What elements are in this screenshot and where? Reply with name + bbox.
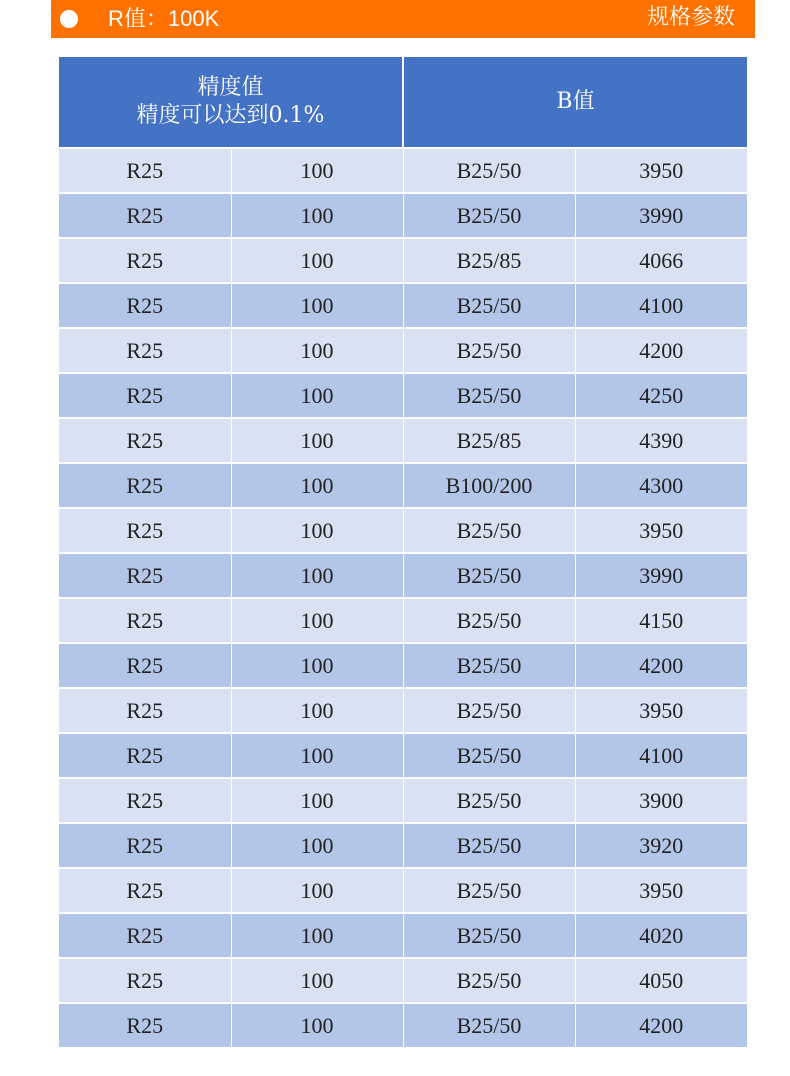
table-row — [59, 868, 747, 913]
table-row — [59, 238, 747, 283]
precision-value-cell: 100 — [231, 868, 403, 913]
b-type-cell: B25/50 — [403, 733, 575, 778]
b-value-cell: 4100 — [575, 283, 747, 328]
spec-banner — [51, 0, 755, 38]
precision-value-cell: 100 — [231, 913, 403, 958]
b-type-cell: B25/50 — [403, 148, 575, 193]
precision-header-line1: 精度值 — [197, 75, 264, 100]
b-type-cell: B25/50 — [403, 868, 575, 913]
r-label-cell: R25 — [59, 1003, 231, 1047]
r-label-cell: R25 — [59, 913, 231, 958]
table-row — [59, 913, 747, 958]
spec-table — [59, 57, 747, 1047]
precision-value-cell: 100 — [231, 733, 403, 778]
b-type-cell: B25/50 — [403, 328, 575, 373]
r-label-cell: R25 — [59, 508, 231, 553]
precision-header-line2: 精度可以达到0.1% — [136, 103, 325, 128]
r-label-cell: R25 — [59, 598, 231, 643]
table-header-row — [59, 57, 747, 148]
b-value-cell: 3990 — [575, 553, 747, 598]
r-label-cell: R25 — [59, 553, 231, 598]
b-value-cell: 4150 — [575, 598, 747, 643]
r-label-cell: R25 — [59, 148, 231, 193]
r-label-cell: R25 — [59, 688, 231, 733]
precision-value-cell: 100 — [231, 373, 403, 418]
b-value-cell: 3900 — [575, 778, 747, 823]
table-row — [59, 508, 747, 553]
spec-params-label: 规格参数 — [646, 5, 735, 30]
table-row — [59, 193, 747, 238]
precision-value-cell: 100 — [231, 553, 403, 598]
b-type-cell: B25/85 — [403, 238, 575, 283]
table-row — [59, 148, 747, 193]
b-type-cell: B25/50 — [403, 553, 575, 598]
precision-value-cell: 100 — [231, 238, 403, 283]
b-type-cell: B25/50 — [403, 643, 575, 688]
b-value-cell: 4390 — [575, 418, 747, 463]
b-type-cell: B25/50 — [403, 598, 575, 643]
precision-value-cell: 100 — [231, 508, 403, 553]
table-row — [59, 823, 747, 868]
table-row — [59, 418, 747, 463]
table-row — [59, 778, 747, 823]
b-type-cell: B25/50 — [403, 1003, 575, 1047]
table-row — [59, 373, 747, 418]
b-type-cell: B25/85 — [403, 418, 575, 463]
table-row — [59, 283, 747, 328]
bullet-dot-icon — [60, 10, 78, 28]
precision-header — [59, 57, 403, 148]
r-label-cell: R25 — [59, 643, 231, 688]
b-value-cell: 4200 — [575, 643, 747, 688]
b-value-cell: 3950 — [575, 868, 747, 913]
table-row — [59, 328, 747, 373]
r-label-cell: R25 — [59, 823, 231, 868]
b-type-cell: B25/50 — [403, 373, 575, 418]
precision-value-cell: 100 — [231, 328, 403, 373]
b-type-cell: B25/50 — [403, 688, 575, 733]
table-row — [59, 1003, 747, 1047]
b-value-cell: 4020 — [575, 913, 747, 958]
precision-value-cell: 100 — [231, 418, 403, 463]
precision-value-cell: 100 — [231, 643, 403, 688]
b-value-cell: 3950 — [575, 688, 747, 733]
precision-value-cell: 100 — [231, 193, 403, 238]
precision-value-cell: 100 — [231, 823, 403, 868]
b-type-cell: B25/50 — [403, 913, 575, 958]
precision-value-cell: 100 — [231, 148, 403, 193]
b-value-cell: 4100 — [575, 733, 747, 778]
precision-value-cell: 100 — [231, 463, 403, 508]
table-row — [59, 733, 747, 778]
b-value-cell: 4066 — [575, 238, 747, 283]
r-label-cell: R25 — [59, 373, 231, 418]
b-value-cell: 3950 — [575, 508, 747, 553]
b-type-cell: B25/50 — [403, 283, 575, 328]
table-row — [59, 643, 747, 688]
b-value-header: B值 — [403, 57, 747, 148]
table-row — [59, 958, 747, 1003]
r-label-cell: R25 — [59, 958, 231, 1003]
r-label-cell: R25 — [59, 283, 231, 328]
r-label-cell: R25 — [59, 418, 231, 463]
b-value-cell: 4200 — [575, 1003, 747, 1047]
table-row — [59, 553, 747, 598]
b-value-cell: 4250 — [575, 373, 747, 418]
precision-value-cell: 100 — [231, 778, 403, 823]
b-value-cell: 4050 — [575, 958, 747, 1003]
b-type-cell: B100/200 — [403, 463, 575, 508]
r-label-cell: R25 — [59, 868, 231, 913]
b-type-cell: B25/50 — [403, 193, 575, 238]
b-type-cell: B25/50 — [403, 823, 575, 868]
b-value-cell: 3950 — [575, 148, 747, 193]
r-label-cell: R25 — [59, 238, 231, 283]
r-label-cell: R25 — [59, 733, 231, 778]
b-value-cell: 4300 — [575, 463, 747, 508]
b-type-cell: B25/50 — [403, 778, 575, 823]
precision-value-cell: 100 — [231, 283, 403, 328]
b-type-cell: B25/50 — [403, 958, 575, 1003]
table-row — [59, 463, 747, 508]
b-value-cell: 3920 — [575, 823, 747, 868]
precision-value-cell: 100 — [231, 688, 403, 733]
table-row — [59, 598, 747, 643]
precision-value-cell: 100 — [231, 1003, 403, 1047]
r-label-cell: R25 — [59, 193, 231, 238]
precision-value-cell: 100 — [231, 598, 403, 643]
r-label-cell: R25 — [59, 778, 231, 823]
r-label-cell: R25 — [59, 463, 231, 508]
table-body — [59, 148, 747, 1047]
b-type-cell: B25/50 — [403, 508, 575, 553]
b-value-cell: 4200 — [575, 328, 747, 373]
table-row — [59, 688, 747, 733]
r-label-cell: R25 — [59, 328, 231, 373]
b-value-cell: 3990 — [575, 193, 747, 238]
precision-value-cell: 100 — [231, 958, 403, 1003]
r-value-title: R值：100K — [108, 6, 220, 31]
